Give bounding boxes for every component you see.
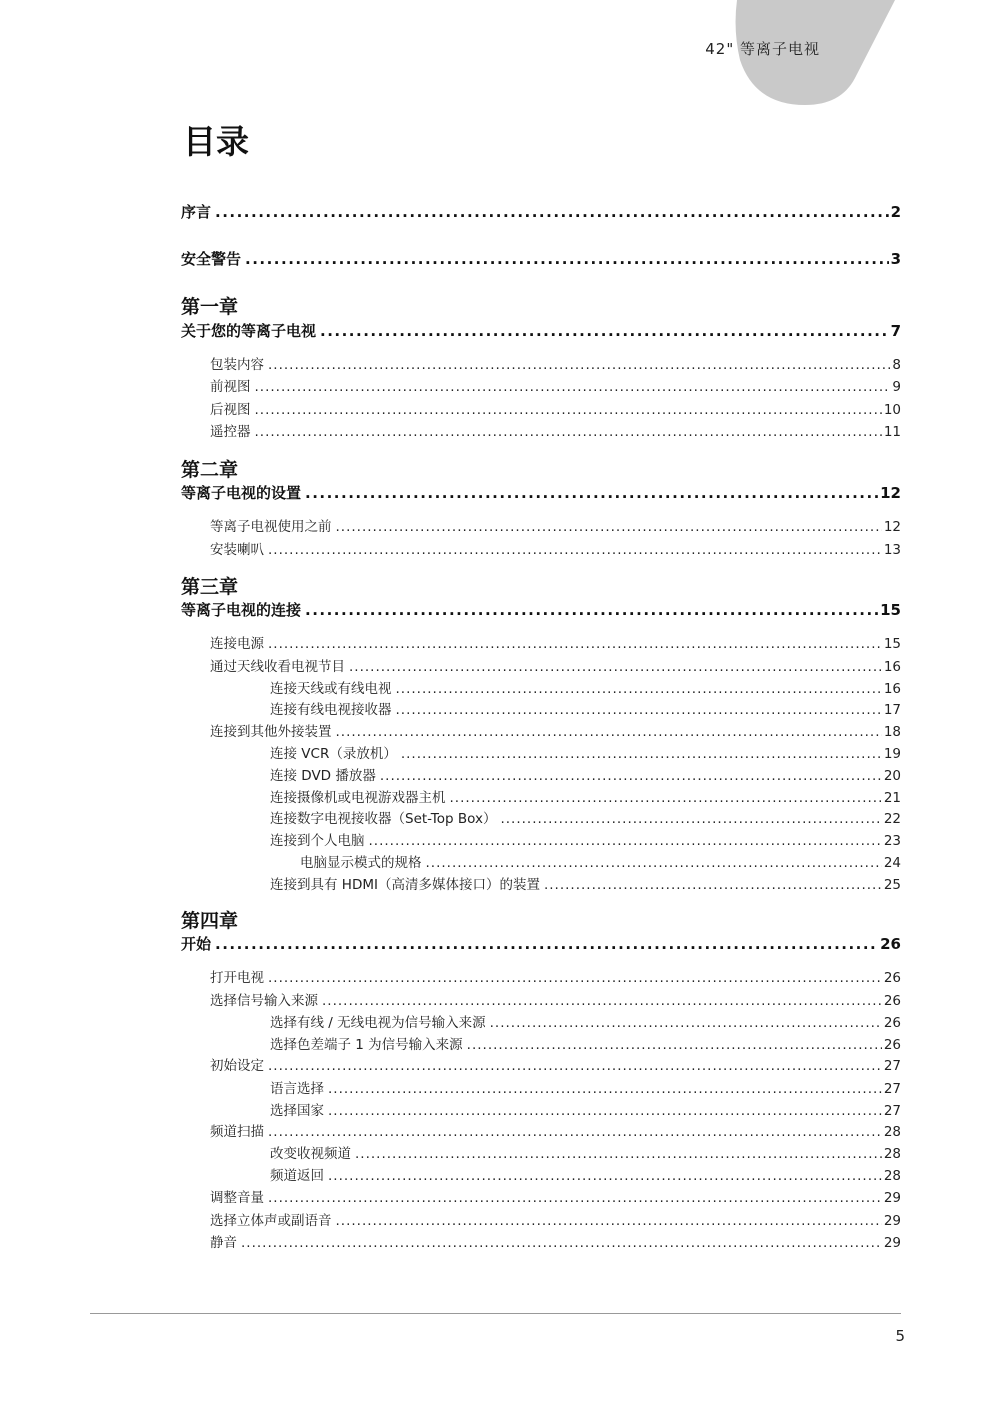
toc-entry-preface[interactable]: 序言 ..... 2 [181,201,901,222]
toc-entry-chapter-2[interactable]: 等离子电视的设置 ..... 12 [181,482,901,503]
toc-subitem[interactable]: 频道返回 ..... 28 [181,1164,901,1184]
toc-subitem[interactable]: 选择有线 / 无线电视为信号输入来源 ..... 26 [181,1011,901,1031]
toc-subsubitem[interactable]: 电脑显示模式的规格 ..... 24 [181,851,901,871]
toc-subitem[interactable]: 连接 VCR（录放机） ..... 19 [181,742,901,762]
toc-item[interactable]: 调整音量 ..... 29 [181,1186,901,1206]
toc-item[interactable]: 频道扫描 ..... 28 [181,1120,901,1140]
toc-subitem[interactable]: 连接摄像机或电视游戏器主机 ..... 21 [181,786,901,806]
footer-divider [90,1313,901,1314]
toc-item[interactable]: 等离子电视使用之前 ..... 12 [181,515,901,535]
toc-entry-chapter-4[interactable]: 开始 ..... 26 [181,933,901,954]
toc-item[interactable]: 选择信号输入来源 ..... 26 [181,989,901,1009]
toc-subitem[interactable]: 连接有线电视接收器 ..... 17 [181,698,901,718]
toc-item[interactable]: 通过天线收看电视节目 ..... 16 [181,655,901,675]
toc-item[interactable]: 选择立体声或副语音 ..... 29 [181,1209,901,1229]
toc-subitem[interactable]: 连接天线或有线电视 ..... 16 [181,677,901,697]
page-title: 目录 [183,122,249,161]
toc-subitem[interactable]: 连接到具有 HDMI（高清多媒体接口）的装置 ..... 25 [181,873,901,893]
toc-item[interactable]: 连接到其他外接装置 ..... 18 [181,720,901,740]
toc-subitem[interactable]: 改变收视频道 ..... 28 [181,1142,901,1162]
toc-item[interactable]: 遥控器 ..... 11 [181,420,901,440]
toc-item[interactable]: 前视图 ..... 9 [181,375,901,395]
page-number: 5 [895,1327,905,1345]
toc-subitem[interactable]: 连接到个人电脑 ..... 23 [181,829,901,849]
product-name: 42" 等离子电视 [705,40,820,58]
toc-item[interactable]: 后视图 ..... 10 [181,398,901,418]
toc-subitem[interactable]: 连接 DVD 播放器 ..... 20 [181,764,901,784]
toc-item[interactable]: 连接电源 ..... 15 [181,632,901,652]
toc-subitem[interactable]: 连接数字电视接收器（Set-Top Box） ..... 22 [181,807,901,827]
toc-entry-chapter-1[interactable]: 关于您的等离子电视 ..... 7 [181,320,901,341]
chapter-4-heading: 第四章 [181,910,239,932]
toc-subitem[interactable]: 选择色差端子 1 为信号输入来源 ..... 26 [181,1033,901,1053]
toc-subitem[interactable]: 语言选择 ..... 27 [181,1077,901,1097]
toc-item[interactable]: 初始设定 ..... 27 [181,1054,901,1074]
chapter-1-heading: 第一章 [181,296,239,318]
toc-subitem[interactable]: 选择国家 ..... 27 [181,1099,901,1119]
chapter-3-heading: 第三章 [181,576,239,598]
chapter-2-heading: 第二章 [181,459,239,481]
toc-item[interactable]: 打开电视 ..... 26 [181,966,901,986]
toc-entry-chapter-3[interactable]: 等离子电视的连接 ..... 15 [181,599,901,620]
toc-item[interactable]: 安装喇叭 ..... 13 [181,538,901,558]
toc-item[interactable]: 静音 ..... 29 [181,1231,901,1251]
toc-entry-safety[interactable]: 安全警告 ..... 3 [181,248,901,269]
toc-item[interactable]: 包装内容 ..... 8 [181,353,901,373]
